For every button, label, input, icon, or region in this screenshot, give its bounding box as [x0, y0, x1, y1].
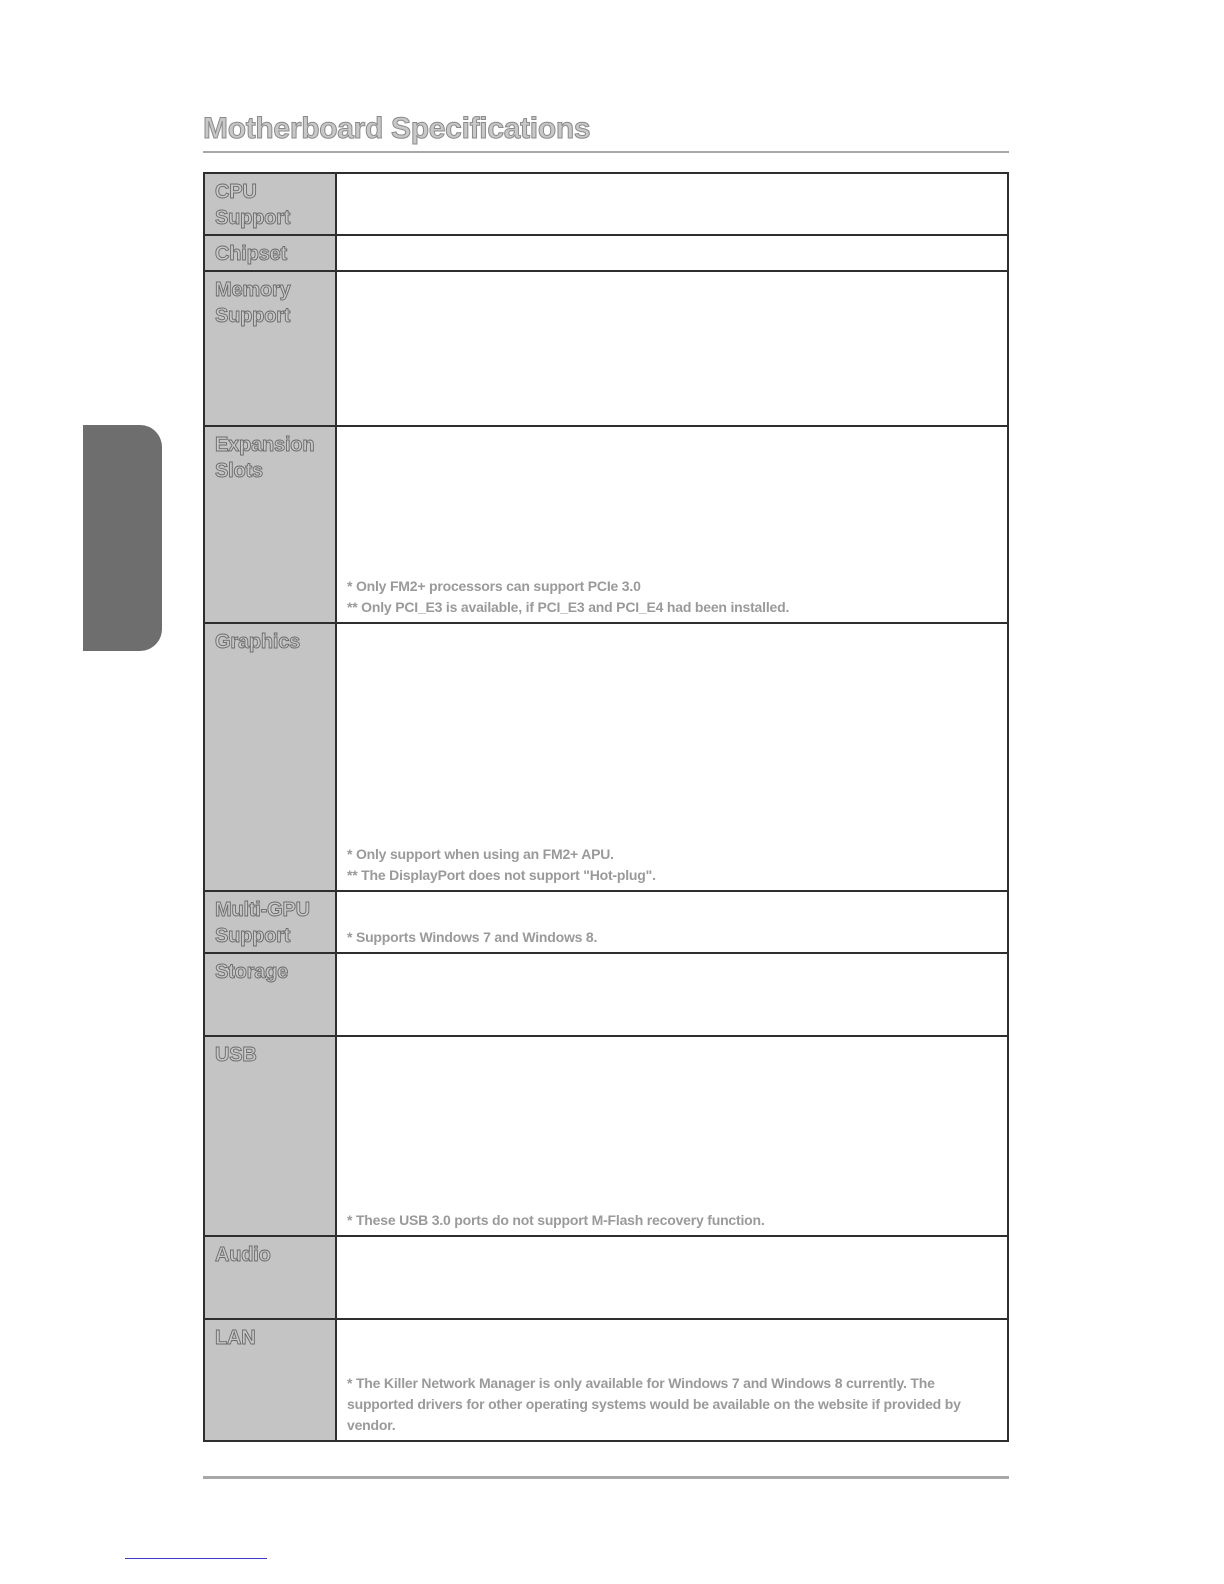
spec-footnote: * Supports Windows 7 and Windows 8.	[347, 929, 598, 945]
spec-notes	[347, 844, 989, 886]
spec-row-usb	[204, 1036, 1008, 1236]
spec-label-cell	[204, 173, 336, 235]
spec-footnote: * These USB 3.0 ports do not support M-Flash recovery function.	[347, 1212, 765, 1228]
spec-notes	[347, 927, 989, 948]
page-title: Motherboard Specifications	[203, 112, 591, 145]
spec-label: Audio	[215, 1244, 271, 1266]
spec-content-cell	[336, 623, 1008, 891]
spec-footnote: * Only FM2+ processors can support PCIe 3.0	[347, 578, 641, 594]
spec-content-cell	[336, 1236, 1008, 1319]
spec-label: Multi-GPU Support	[215, 899, 310, 947]
spec-row-chipset	[204, 235, 1008, 271]
spec-label-cell	[204, 1236, 336, 1319]
spec-label-cell	[204, 271, 336, 426]
spec-content-cell	[336, 891, 1008, 953]
title-divider	[203, 151, 1009, 153]
spec-label: Expansion Slots	[215, 434, 315, 482]
spec-content-cell	[336, 271, 1008, 426]
spec-label-cell	[204, 623, 336, 891]
spec-content-cell	[336, 426, 1008, 623]
spec-label: Chipset	[215, 243, 287, 265]
footer-divider	[203, 1476, 1009, 1479]
spec-footnote: ** The DisplayPort does not support "Hot-plug".	[347, 867, 656, 883]
spec-content-cell	[336, 1319, 1008, 1441]
spec-label-cell	[204, 891, 336, 953]
spec-footnote: ** Only PCI_E3 is available, if PCI_E3 and PCI_E4 had been installed.	[347, 599, 790, 615]
spec-footnote: * The Killer Network Manager is only available for Windows 7 and Windows 8 currently. The supported drivers for other operating systems would be available on the website if provided by vendor.	[347, 1375, 961, 1433]
spec-notes	[347, 576, 989, 618]
spec-row-multi-gpu-support	[204, 891, 1008, 953]
spec-label-cell	[204, 426, 336, 623]
spec-content-cell	[336, 1036, 1008, 1236]
spec-row-expansion-slots	[204, 426, 1008, 623]
spec-label-cell	[204, 1319, 336, 1441]
spec-row-storage	[204, 953, 1008, 1036]
spec-content-cell	[336, 235, 1008, 271]
spec-label: Storage	[215, 961, 289, 983]
spec-row-graphics	[204, 623, 1008, 891]
spec-content-cell	[336, 953, 1008, 1036]
spec-row-lan	[204, 1319, 1008, 1441]
spec-label: Memory Support	[215, 279, 291, 327]
spec-label: Graphics	[215, 631, 301, 653]
spec-table	[203, 172, 1009, 1442]
spec-row-memory-support	[204, 271, 1008, 426]
spec-label: CPU Support	[215, 181, 291, 229]
chapter-side-tab	[83, 425, 162, 651]
spec-label-cell	[204, 1036, 336, 1236]
spec-footnote: * Only support when using an FM2+ APU.	[347, 846, 614, 862]
spec-label-cell	[204, 953, 336, 1036]
bottom-edge-line	[125, 1558, 267, 1559]
spec-label: LAN	[215, 1327, 256, 1349]
spec-content-cell	[336, 173, 1008, 235]
spec-label: USB	[215, 1044, 257, 1066]
spec-notes	[347, 1210, 989, 1231]
spec-notes	[347, 1373, 989, 1436]
spec-label-cell	[204, 235, 336, 271]
spec-row-audio	[204, 1236, 1008, 1319]
spec-row-cpu-support	[204, 173, 1008, 235]
